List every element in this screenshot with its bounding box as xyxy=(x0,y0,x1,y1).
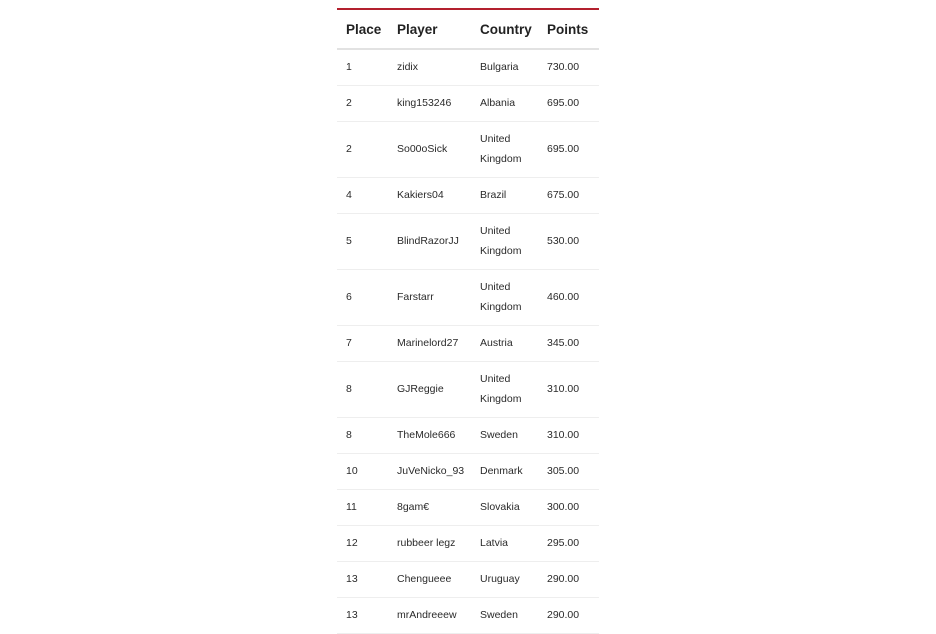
table-header xyxy=(337,9,599,49)
column-header-points: Points xyxy=(542,9,599,49)
table-row xyxy=(337,178,599,214)
country-cell: Austria xyxy=(471,326,542,362)
player-cell: GJReggie xyxy=(388,362,471,418)
country-cell: Uruguay xyxy=(471,562,542,598)
place-cell: 2 xyxy=(337,122,388,178)
player-cell: zidix xyxy=(388,49,471,86)
table-row xyxy=(337,598,599,634)
player-cell: BlindRazorJJ xyxy=(388,214,471,270)
points-cell: 310.00 xyxy=(542,362,599,418)
table-row xyxy=(337,122,599,178)
table-body xyxy=(337,49,599,634)
country-cell: Latvia xyxy=(471,526,542,562)
player-cell: So00oSick xyxy=(388,122,471,178)
player-cell: Marinelord27 xyxy=(388,326,471,362)
player-cell: Chengueee xyxy=(388,562,471,598)
player-cell: 8gam€ xyxy=(388,490,471,526)
column-header-place: Place xyxy=(337,9,388,49)
country-cell: Denmark xyxy=(471,454,542,490)
points-cell: 300.00 xyxy=(542,490,599,526)
leaderboard-container xyxy=(337,8,599,634)
place-cell: 8 xyxy=(337,418,388,454)
country-cell: Brazil xyxy=(471,178,542,214)
column-header-player: Player xyxy=(388,9,471,49)
points-cell: 345.00 xyxy=(542,326,599,362)
player-cell: Kakiers04 xyxy=(388,178,471,214)
points-cell: 695.00 xyxy=(542,86,599,122)
points-cell: 730.00 xyxy=(542,49,599,86)
table-row xyxy=(337,270,599,326)
points-cell: 695.00 xyxy=(542,122,599,178)
place-cell: 13 xyxy=(337,562,388,598)
table-row xyxy=(337,49,599,86)
player-cell: king153246 xyxy=(388,86,471,122)
place-cell: 10 xyxy=(337,454,388,490)
place-cell: 5 xyxy=(337,214,388,270)
player-cell: JuVeNicko_93 xyxy=(388,454,471,490)
player-cell: rubbeer legz xyxy=(388,526,471,562)
country-cell: United Kingdom xyxy=(471,122,542,178)
points-cell: 530.00 xyxy=(542,214,599,270)
place-cell: 13 xyxy=(337,598,388,634)
points-cell: 310.00 xyxy=(542,418,599,454)
table-row xyxy=(337,418,599,454)
place-cell: 1 xyxy=(337,49,388,86)
player-cell: TheMole666 xyxy=(388,418,471,454)
points-cell: 295.00 xyxy=(542,526,599,562)
header-row xyxy=(337,9,599,49)
table-row xyxy=(337,526,599,562)
place-cell: 8 xyxy=(337,362,388,418)
player-cell: mrAndreeew xyxy=(388,598,471,634)
points-cell: 460.00 xyxy=(542,270,599,326)
table-row xyxy=(337,86,599,122)
column-header-country: Country xyxy=(471,9,542,49)
country-cell: Slovakia xyxy=(471,490,542,526)
table-row xyxy=(337,326,599,362)
leaderboard-table xyxy=(337,8,599,634)
place-cell: 6 xyxy=(337,270,388,326)
place-cell: 7 xyxy=(337,326,388,362)
place-cell: 2 xyxy=(337,86,388,122)
country-cell: United Kingdom xyxy=(471,214,542,270)
table-row xyxy=(337,562,599,598)
place-cell: 12 xyxy=(337,526,388,562)
table-row xyxy=(337,490,599,526)
country-cell: Albania xyxy=(471,86,542,122)
points-cell: 290.00 xyxy=(542,562,599,598)
country-cell: Sweden xyxy=(471,598,542,634)
country-cell: Bulgaria xyxy=(471,49,542,86)
points-cell: 290.00 xyxy=(542,598,599,634)
country-cell: Sweden xyxy=(471,418,542,454)
place-cell: 4 xyxy=(337,178,388,214)
table-row xyxy=(337,454,599,490)
country-cell: United Kingdom xyxy=(471,362,542,418)
points-cell: 675.00 xyxy=(542,178,599,214)
player-cell: Farstarr xyxy=(388,270,471,326)
country-cell: United Kingdom xyxy=(471,270,542,326)
points-cell: 305.00 xyxy=(542,454,599,490)
table-row xyxy=(337,214,599,270)
place-cell: 11 xyxy=(337,490,388,526)
table-row xyxy=(337,362,599,418)
